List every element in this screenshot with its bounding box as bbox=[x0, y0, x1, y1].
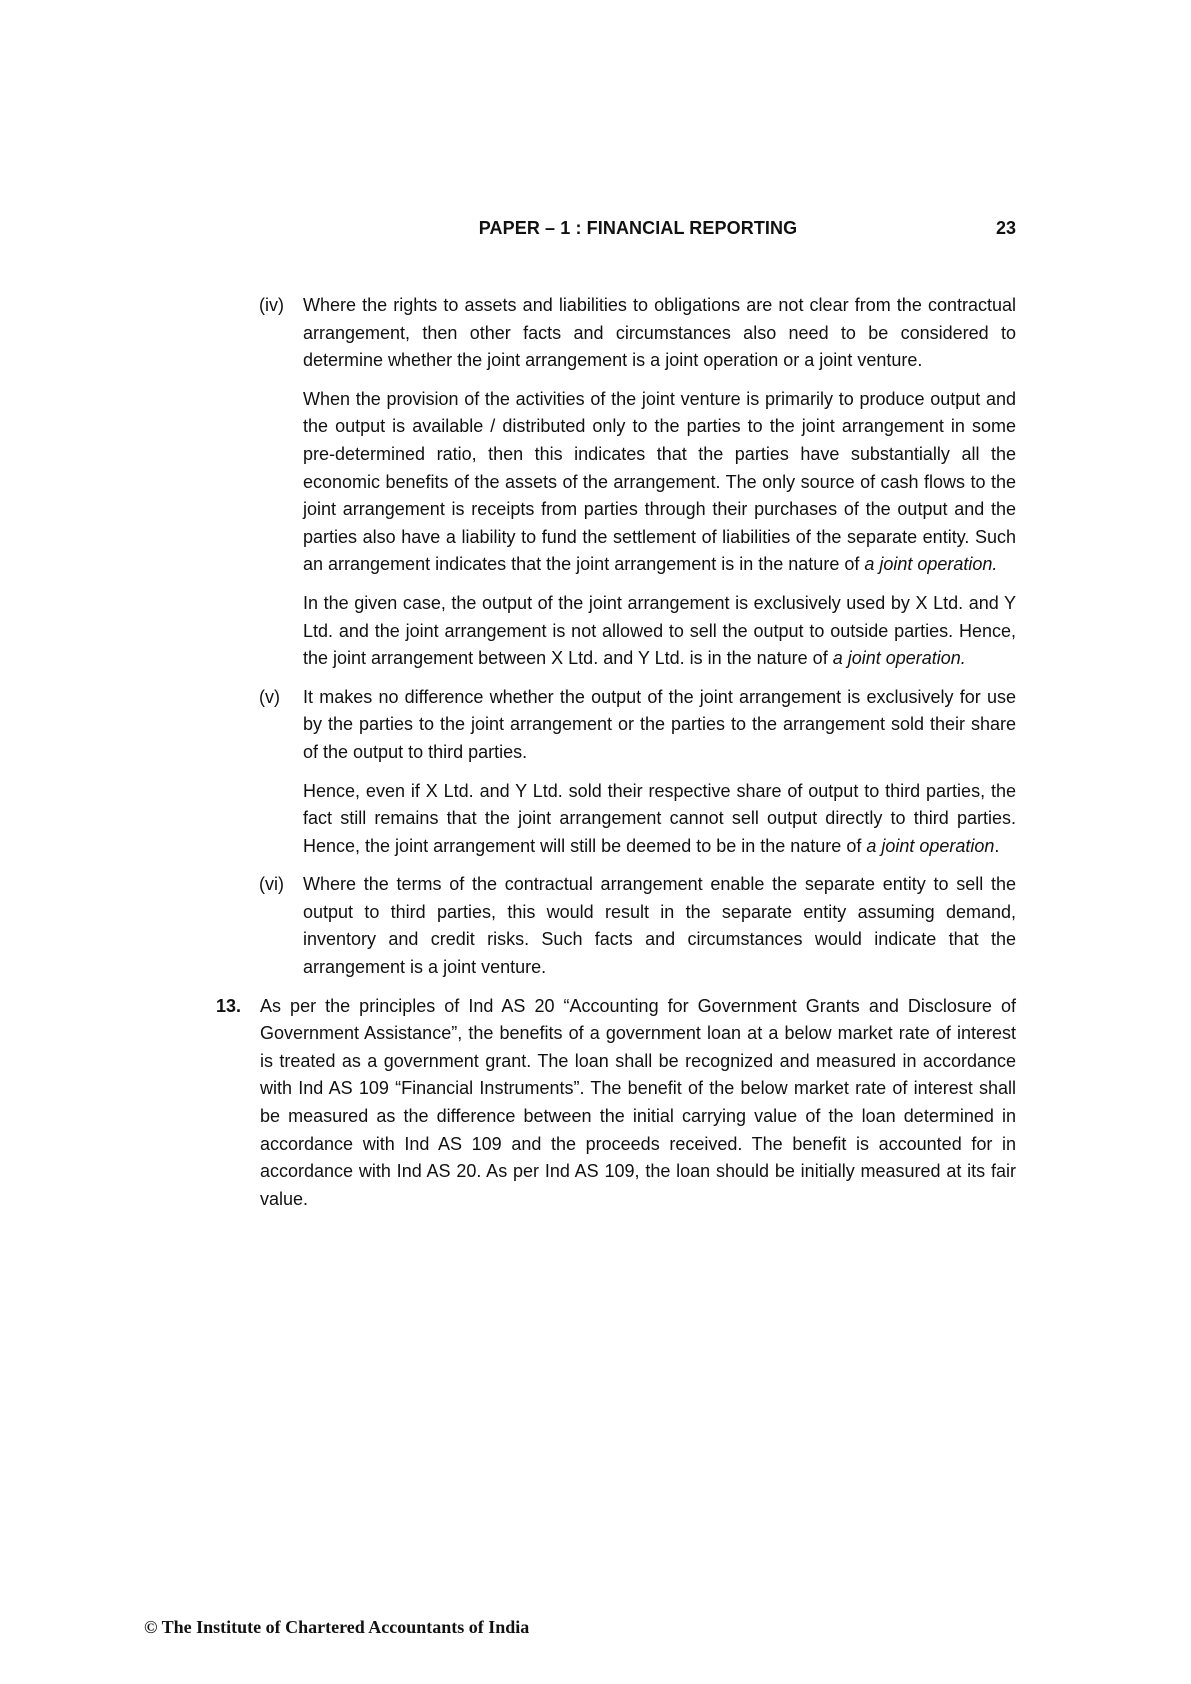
list-item-vi bbox=[216, 871, 1016, 981]
paragraph: As per the principles of Ind AS 20 “Accounting for Government Grants and Disclosure of Government Assistance”, the benefits of a government loan at a below market rate of interest is treated as a government grant. The loan shall be recognized and measured in accordance with Ind AS 109 “Financial Instruments”. The benefit of the below market rate of interest shall be measured as the difference between the initial carrying value of the loan determined in accordance with Ind AS 109 and the proceeds received. The benefit is accounted for in accordance with Ind AS 20. As per Ind AS 109, the loan should be initially measured at its fair value. bbox=[260, 995, 1016, 1209]
paragraph-text: When the provision of the activities of the joint venture is primarily to produce output and the output is available / distributed only to the parties to the joint arrangement in some pre-determined ratio, then this indicates that the parties have substantially all the economic benefits of the assets of the arrangement. The only source of cash flows to the joint arrangement is receipts from parties through their purchases of the output and the parties also have a liability to fund the settlement of liabilities of the separate entity. Such an arrangement indicates that the joint arrangement is in the nature of bbox=[303, 388, 1016, 575]
list-item-v bbox=[216, 684, 1016, 861]
paragraph bbox=[303, 386, 1016, 579]
italic-term: a joint operation. bbox=[832, 648, 966, 669]
item-marker: (vi) bbox=[259, 874, 284, 895]
document-body bbox=[216, 292, 1016, 1224]
italic-term: a joint operation bbox=[866, 835, 995, 856]
page-header bbox=[260, 218, 1016, 242]
paragraph: It makes no difference whether the output of the joint arrangement is exclusively for use by the parties to the joint arrangement or the parties to the arrangement sold their share of the output to third parties. bbox=[303, 686, 1016, 762]
paragraph-text: In the given case, the output of the joint arrangement is exclusively used by X Ltd. and Y Ltd. and the joint arrangement is not allowed to sell the output to outside parties. Hence, the joint arrangement between X Ltd. and Y Ltd. is in the nature of bbox=[303, 592, 1016, 669]
paragraph: Where the terms of the contractual arrangement enable the separate entity to sell the output to third parties, this would result in the separate entity assuming demand, inventory and credit risks. Such facts and circumstances would indicate that the arrangement is a joint venture. bbox=[303, 874, 1016, 978]
item-content bbox=[303, 292, 1016, 673]
paragraph: Where the rights to assets and liabilities to obligations are not clear from the contractual arrangement, then other facts and circumstances also need to be considered to determine whether the joint arrangement is a joint operation or a joint venture. bbox=[303, 295, 1016, 371]
paragraph-end: . bbox=[994, 835, 1000, 856]
paragraph bbox=[303, 590, 1016, 673]
question-number: 13. bbox=[216, 995, 242, 1016]
item-marker: (iv) bbox=[259, 295, 284, 315]
question-13 bbox=[216, 993, 1016, 1214]
page-number: 23 bbox=[995, 218, 1016, 238]
paragraph bbox=[303, 778, 1016, 861]
paragraph-text: Hence, even if X Ltd. and Y Ltd. sold their respective share of output to third parties, the fact still remains that the joint arrangement cannot sell output directly to third parties. Hence, the joint arrangement will still be deemed to be in the nature of bbox=[303, 780, 1016, 856]
header-title: PAPER – 1 : FINANCIAL REPORTING bbox=[478, 218, 798, 238]
item-marker: (v) bbox=[259, 686, 280, 707]
list-item-iv bbox=[216, 292, 1016, 673]
italic-term: a joint operation. bbox=[864, 554, 998, 575]
copyright-footer: © The Institute of Chartered Accountants of India bbox=[144, 1617, 530, 1637]
question-content bbox=[260, 993, 1016, 1214]
item-content bbox=[303, 871, 1016, 981]
item-content bbox=[303, 684, 1016, 861]
